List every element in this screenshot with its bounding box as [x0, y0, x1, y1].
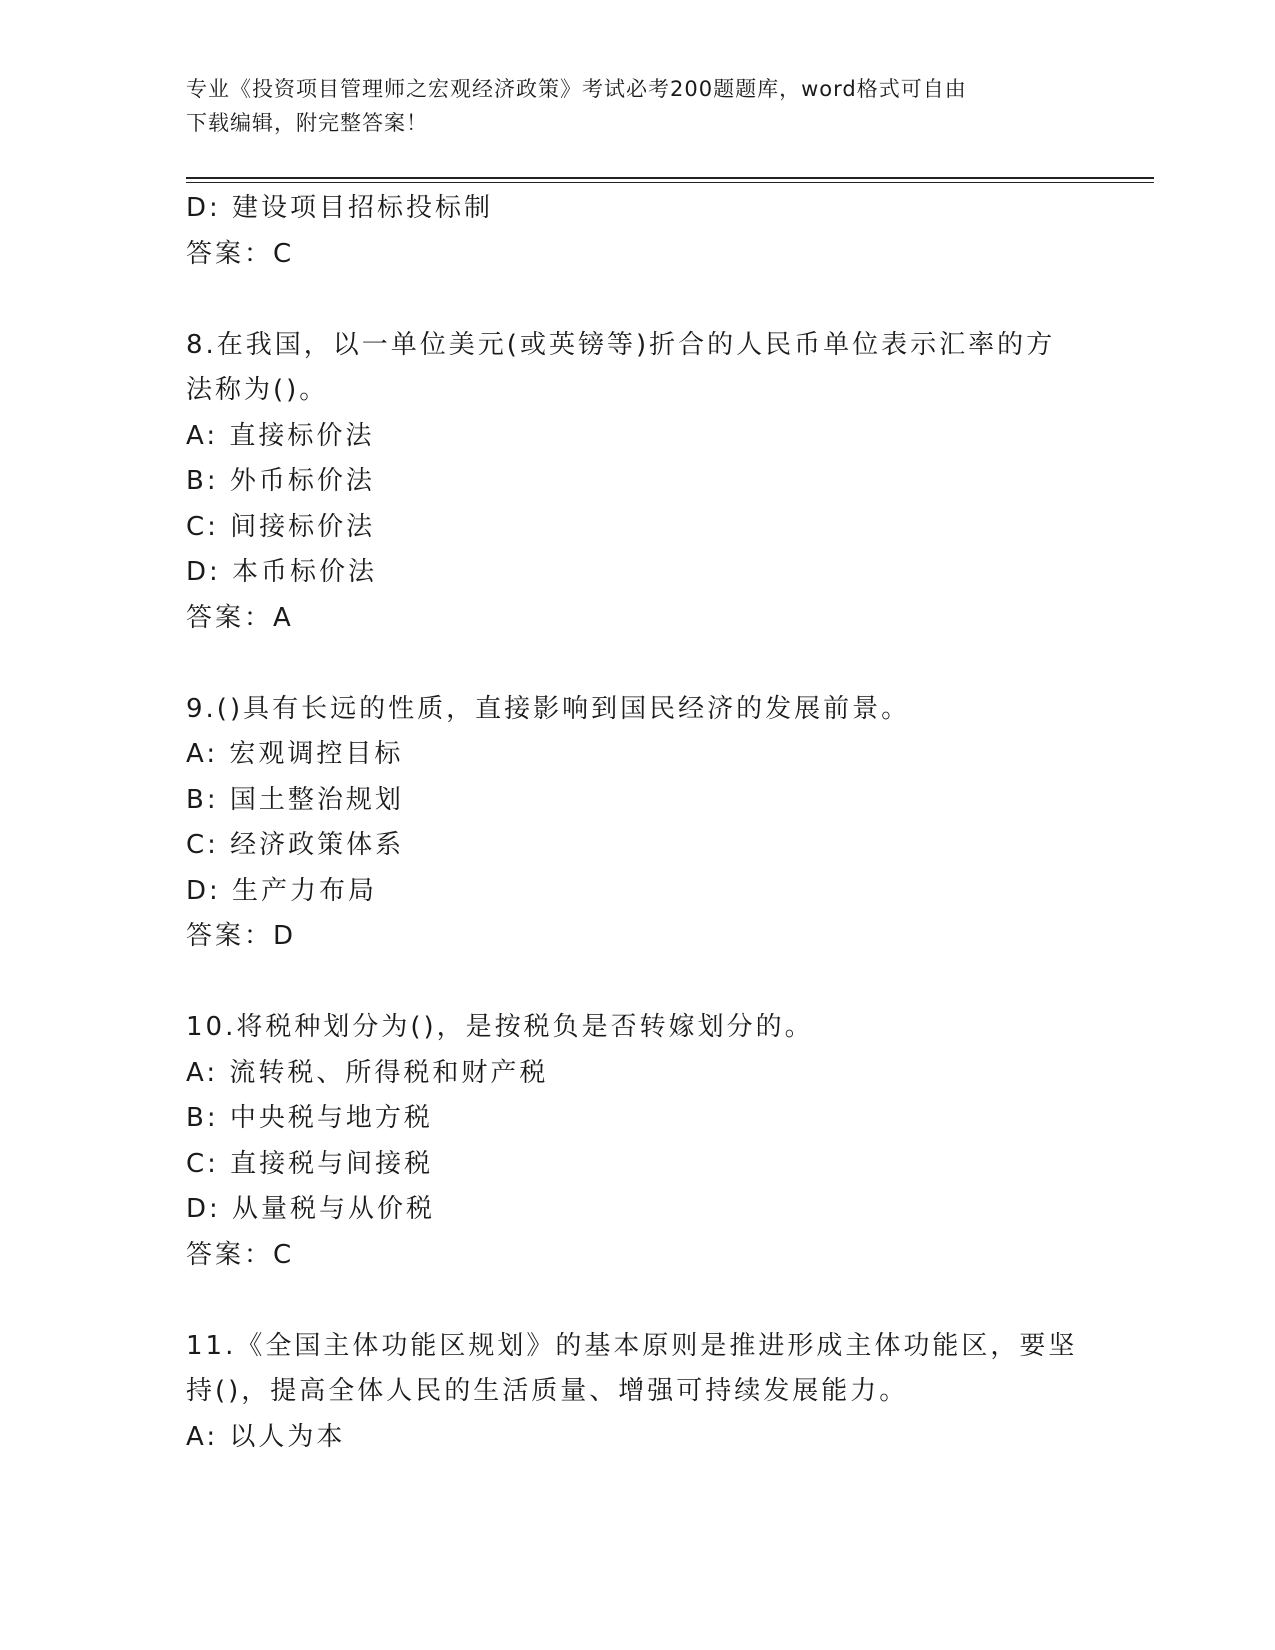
spacer: [186, 960, 1086, 1006]
option-b: B: 外币标价法: [186, 466, 375, 496]
question-stem: 11.《全国主体功能区规划》的基本原则是推进形成主体功能区，要坚: [186, 1330, 1078, 1361]
question-10: [186, 1005, 1086, 1278]
option-d: D: 从量税与从价税: [186, 1194, 436, 1224]
question-9: [186, 687, 1086, 960]
question-7-tail: [186, 186, 1086, 277]
option-d: D: 本币标价法: [186, 557, 378, 587]
question-8: [186, 323, 1086, 642]
answer: 答案：A: [186, 602, 294, 633]
option-b: B: 中央税与地方税: [186, 1103, 433, 1133]
question-list: [186, 186, 1086, 1460]
option-a: A: 流转税、所得税和财产税: [186, 1057, 549, 1088]
option-d: D: 生产力布局: [186, 875, 378, 906]
option-a: A: 以人为本: [186, 1421, 346, 1452]
header-line-2: 下载编辑，附完整答案！: [186, 111, 428, 135]
spacer: [186, 277, 1086, 323]
answer: 答案：C: [186, 238, 295, 269]
question-stem: 10.将税种划分为()，是按税负是否转嫁划分的。: [186, 1012, 814, 1042]
question-stem: 9.()具有长远的性质，直接影响到国民经济的发展前景。: [186, 693, 911, 724]
answer: 答案：D: [186, 921, 297, 951]
question-stem-cont: 法称为()。: [186, 375, 329, 405]
option-a: A: 宏观调控目标: [186, 739, 404, 769]
spacer: [186, 641, 1086, 687]
spacer: [186, 1278, 1086, 1324]
header-line-1: 专业《投资项目管理师之宏观经济政策》考试必考200题题库，word格式可自由: [186, 77, 967, 101]
option-c: C: 间接标价法: [186, 511, 376, 542]
header-divider-thick: [186, 177, 1154, 179]
question-stem-cont: 持()，提高全体人民的生活质量、增强可持续发展能力。: [186, 1376, 909, 1406]
question-stem: 8.在我国，以一单位美元(或英镑等)折合的人民币单位表示汇率的方: [186, 329, 1056, 360]
answer: 答案：C: [186, 1239, 295, 1270]
document-header: [186, 72, 1066, 140]
option-c: C: 经济政策体系: [186, 830, 405, 860]
option-d: D: 建设项目招标投标制: [186, 193, 494, 223]
option-a: A: 直接标价法: [186, 420, 375, 451]
option-c: C: 直接税与间接税: [186, 1148, 434, 1179]
option-b: B: 国土整治规划: [186, 784, 404, 815]
header-divider-thin: [186, 182, 1154, 183]
question-11: [186, 1324, 1086, 1461]
